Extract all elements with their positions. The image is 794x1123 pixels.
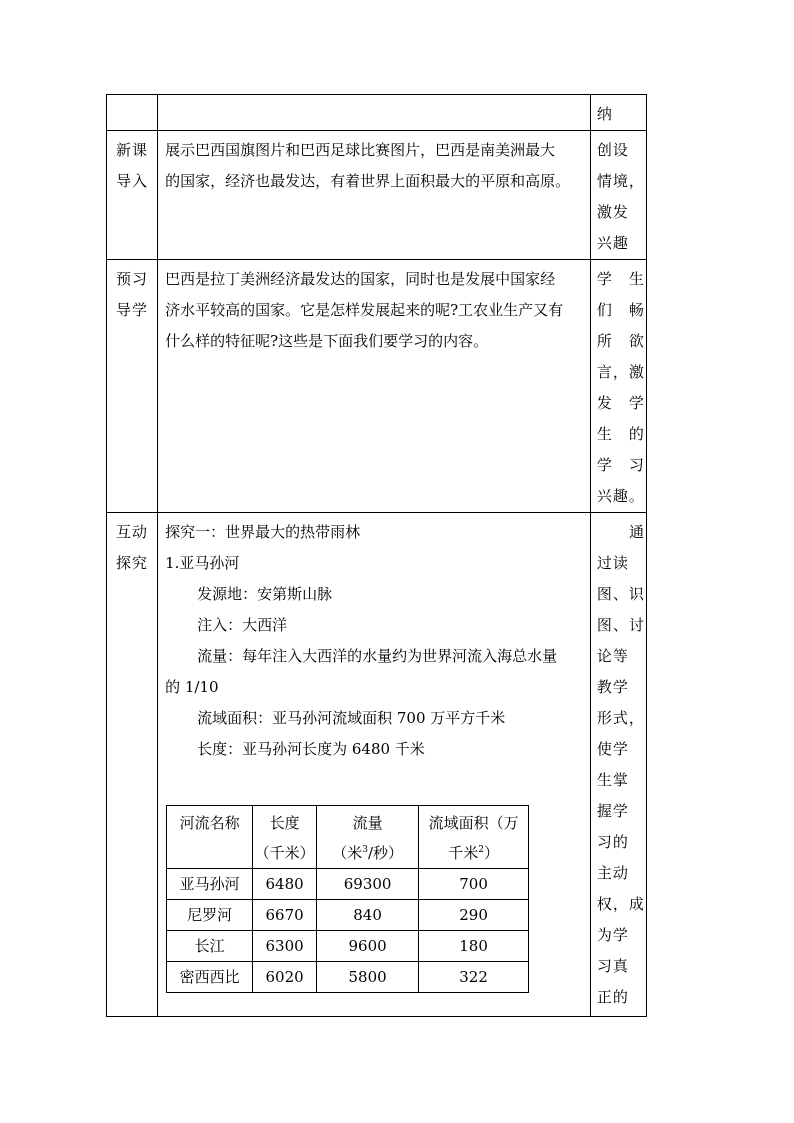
stage-label: 预习 — [116, 270, 149, 288]
fact-source: 发源地：安第斯山脉 — [197, 585, 333, 603]
fact-flow-cont: 的 1/10 — [165, 678, 219, 696]
note-cell — [590, 95, 646, 131]
paragraph-line: 巴西是拉丁美洲经济最发达的国家，同时也是发展中国家经 — [165, 270, 556, 288]
table-cell: 亚马孙河 — [167, 869, 253, 900]
table-cell: 840 — [317, 900, 419, 931]
column-header: 流域面积（万 千米$^2$） — [419, 806, 529, 869]
content-cell — [158, 513, 591, 1017]
column-header: 流量 （米$^3$/秒） — [317, 806, 419, 869]
note-line: 激发 — [596, 203, 629, 221]
note-line: 教学 — [596, 678, 629, 696]
note-line: 图、讨 — [596, 616, 645, 634]
fact-area: 流域面积：亚马孙河流域面积 700 万平方千米 — [197, 709, 506, 727]
note-line: 形式， — [596, 709, 645, 727]
note-line: 创设 — [596, 141, 629, 159]
note-cell — [590, 260, 646, 513]
note-line: 们 畅 — [596, 301, 645, 319]
note-line: 发 学 — [596, 394, 645, 412]
stage-label: 互动 — [116, 523, 149, 541]
note-line: 习的 — [596, 833, 629, 851]
paragraph-line: 什么样的特征呢?这些是下面我们要学习的内容。 — [165, 332, 489, 350]
fact-flow: 流量：每年注入大西洋的水量约为世界河流入海总水量 — [197, 647, 558, 665]
note-line: 使学 — [596, 740, 629, 758]
note-line: 所 欲 — [596, 332, 645, 350]
table-cell: 700 — [419, 869, 529, 900]
paragraph-line: 的国家，经济也最发达，有着世界上面积最大的平原和高原。 — [165, 172, 571, 190]
table-cell: 长江 — [167, 931, 253, 962]
note-text: 纳 — [596, 105, 613, 123]
table-row — [167, 900, 529, 931]
table-row — [167, 869, 529, 900]
section-heading: 探究一：世界最大的热带雨林 — [165, 523, 361, 541]
note-line: 权，成 — [596, 895, 645, 913]
table-row-intro — [107, 131, 647, 260]
table-cell: 6670 — [253, 900, 317, 931]
fact-length: 长度：亚马孙河长度为 6480 千米 — [197, 740, 425, 758]
note-line: 握学 — [596, 802, 629, 820]
table-cell: 6480 — [253, 869, 317, 900]
table-row — [167, 962, 529, 993]
note-line: 兴趣 — [596, 234, 629, 252]
stage-label-cell — [107, 260, 158, 513]
content-cell — [158, 131, 591, 260]
stage-label-cell — [107, 513, 158, 1017]
stage-label: 新课 — [116, 141, 149, 159]
content-cell — [158, 260, 591, 513]
content-cell — [158, 95, 591, 131]
table-row — [167, 931, 529, 962]
note-cell — [590, 513, 646, 1017]
table-cell: 180 — [419, 931, 529, 962]
note-line: 学 生 — [596, 270, 645, 288]
note-line: 为学 — [596, 926, 629, 944]
note-line: 论等 — [596, 647, 629, 665]
note-cell — [590, 131, 646, 260]
note-line: 兴趣。 — [596, 487, 645, 505]
item-title: 1.亚马孙河 — [165, 554, 240, 572]
note-line: 通 — [628, 523, 644, 541]
table-row-top — [107, 95, 647, 131]
note-line: 习真 — [596, 957, 629, 975]
river-comparison-table — [166, 805, 529, 993]
paragraph-line: 济水平较高的国家。它是怎样发展起来的呢?工农业生产又有 — [165, 301, 564, 319]
table-cell: 密西西比 — [167, 962, 253, 993]
table-row-explore — [107, 513, 647, 1017]
note-line: 图、识 — [596, 585, 645, 603]
table-header-row — [167, 806, 529, 869]
fact-outflow: 注入：大西洋 — [197, 616, 288, 634]
table-cell: 322 — [419, 962, 529, 993]
note-line: 情境， — [596, 172, 645, 190]
note-line: 学 习 — [596, 456, 645, 474]
table-cell: 9600 — [317, 931, 419, 962]
table-cell: 6300 — [253, 931, 317, 962]
paragraph-line: 展示巴西国旗图片和巴西足球比赛图片，巴西是南美洲最大 — [165, 141, 556, 159]
table-cell: 5800 — [317, 962, 419, 993]
note-line: 正的 — [596, 988, 629, 1006]
stage-label: 导学 — [116, 301, 149, 319]
stage-label: 探究 — [116, 554, 149, 572]
note-line: 过读 — [596, 554, 629, 572]
note-line: 生掌 — [596, 771, 629, 789]
column-header: 长度 （千米） — [253, 806, 317, 869]
stage-label-cell — [107, 131, 158, 260]
table-row-preview — [107, 260, 647, 513]
column-header: 河流名称 — [167, 806, 253, 869]
table-cell: 6020 — [253, 962, 317, 993]
table-cell: 69300 — [317, 869, 419, 900]
stage-label-cell — [107, 95, 158, 131]
stage-label: 导入 — [116, 172, 149, 190]
table-cell: 290 — [419, 900, 529, 931]
table-cell: 尼罗河 — [167, 900, 253, 931]
lesson-plan-table — [106, 94, 647, 1017]
note-line: 主动 — [596, 864, 629, 882]
note-line: 言，激 — [596, 363, 645, 381]
note-line: 生 的 — [596, 425, 645, 443]
